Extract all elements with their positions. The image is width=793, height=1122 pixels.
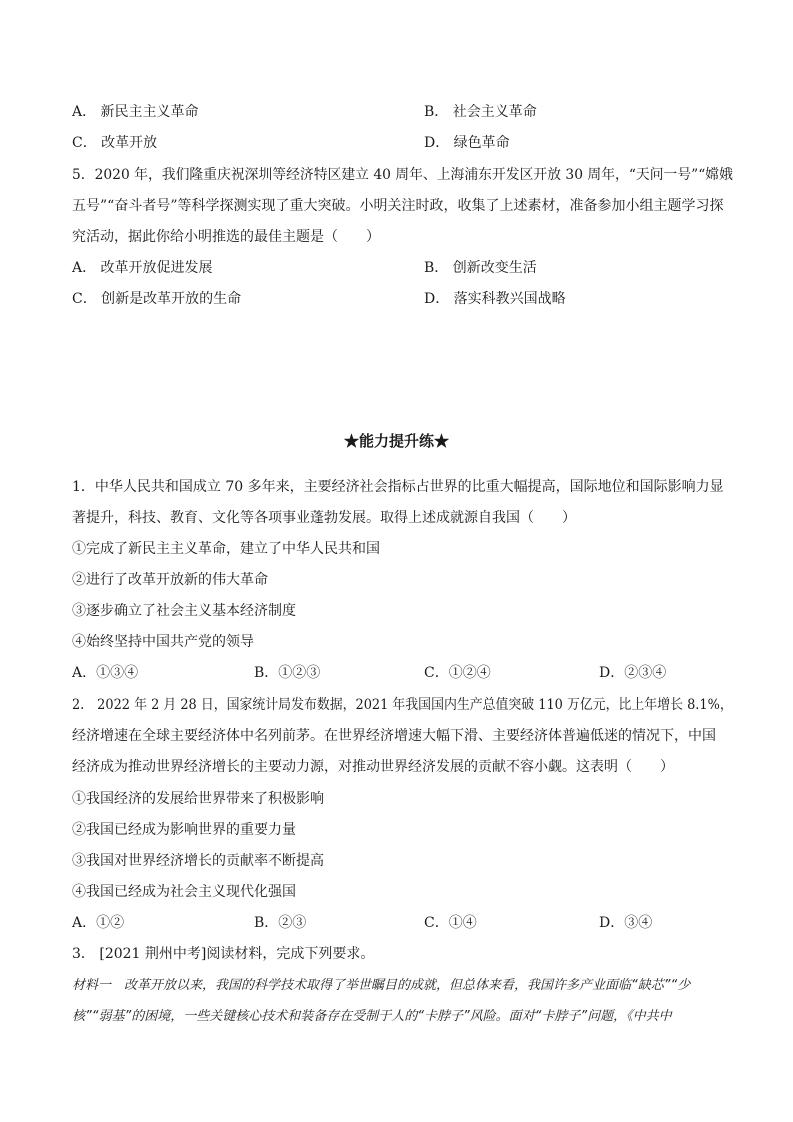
p2-stem-line-3: 经济成为推动世界经济增长的主要动力源，对推动世界经济发展的贡献不容小觑。这表明（ ） [72, 759, 674, 775]
q4-options-row-1 [72, 103, 722, 121]
q4-option-d[interactable]: D． 绿色革命 [424, 135, 510, 151]
p3-material-line-1: 材料一 改革开放以来，我国的科学技术取得了举世瞩目的成就，但总体来看，我国许多产业面临“缺芯”“少 [72, 978, 691, 993]
p1-option-c[interactable]: C．①②④ [424, 665, 491, 681]
p1-option-d[interactable]: D．②③④ [599, 665, 667, 681]
p2-item-2: ②我国已经成为影响世界的重要力量 [72, 822, 296, 838]
q5-stem-line-1: 5．2020 年，我们隆重庆祝深圳等经济特区建立 40 周年、上海浦东开发区开放 30 周年，“天问一号”“嫦娥 [72, 167, 733, 183]
q5-option-a[interactable]: A． 改革开放促进发展 [72, 260, 213, 276]
p1-option-b[interactable]: B．①②③ [254, 665, 321, 681]
p2-option-d[interactable]: D．③④ [599, 915, 653, 931]
p2-options-row [72, 914, 722, 932]
p1-item-3: ③逐步确立了社会主义基本经济制度 [72, 603, 296, 619]
p3-material-line-2: 核”“弱基”的困境，一些关键核心技术和装备存在受制于人的“卡脖子”风险。面对“卡脖子”问题，《中共中 [72, 1009, 672, 1024]
p2-item-3: ③我国对世界经济增长的贡献率不断提高 [72, 853, 324, 869]
p1-option-a[interactable]: A．①③④ [72, 665, 139, 681]
q4-option-a[interactable]: A． 新民主主义革命 [72, 104, 199, 120]
q4-option-b[interactable]: B． 社会主义革命 [424, 104, 537, 120]
q5-options-row-1 [72, 259, 722, 277]
section-title: ★能力提升练★ [343, 432, 449, 450]
p2-item-4: ④我国已经成为社会主义现代化强国 [72, 884, 296, 900]
p2-option-c[interactable]: C．①④ [424, 915, 477, 931]
p1-stem-line-1: 1．中华人民共和国成立 70 多年来，主要经济社会指标占世界的比重大幅提高，国际地位和国际影响力显 [72, 479, 724, 495]
p2-option-a[interactable]: A．①② [72, 915, 125, 931]
q5-option-b[interactable]: B． 创新改变生活 [424, 260, 537, 276]
p2-stem-line-2: 经济增速在全球主要经济体中名列前茅。在世界经济增速大幅下滑、主要经济体普遍低迷的情况下，中国 [72, 728, 716, 744]
q5-option-d[interactable]: D． 落实科教兴国战略 [424, 291, 566, 307]
q5-options-row-2 [72, 290, 722, 308]
q5-stem-line-3: 究活动，据此你给小明推选的最佳主题是（ ） [72, 229, 380, 245]
p3-stem-line-1: 3． [2021 荆州中考]阅读材料，完成下列要求。 [72, 946, 375, 962]
p2-stem-line-1: 2． 2022 年 2 月 28 日，国家统计局发布数据，2021 年我国国内生产总值突破 110 万亿元，比上年增长 8.1%， [72, 697, 733, 713]
p1-item-4: ④始终坚持中国共产党的领导 [72, 634, 254, 650]
q5-option-c[interactable]: C． 创新是改革开放的生命 [72, 291, 242, 307]
q4-options-row-2 [72, 134, 722, 152]
p1-options-row [72, 664, 722, 682]
q5-stem-line-2: 五号”“奋斗者号”等科学探测实现了重大突破。小明关注时政，收集了上述素材，准备参加小组主题学习探 [72, 198, 724, 214]
q4-option-c[interactable]: C． 改革开放 [72, 135, 158, 151]
p1-item-2: ②进行了改革开放新的伟大革命 [72, 572, 268, 588]
p1-item-1: ①完成了新民主主义革命，建立了中华人民共和国 [72, 541, 380, 557]
p2-item-1: ①我国经济的发展给世界带来了积极影响 [72, 791, 324, 807]
p2-option-b[interactable]: B．②③ [254, 915, 307, 931]
p1-stem-line-2: 著提升，科技、教育、文化等各项事业蓬勃发展。取得上述成就源自我国（ ） [72, 510, 576, 526]
